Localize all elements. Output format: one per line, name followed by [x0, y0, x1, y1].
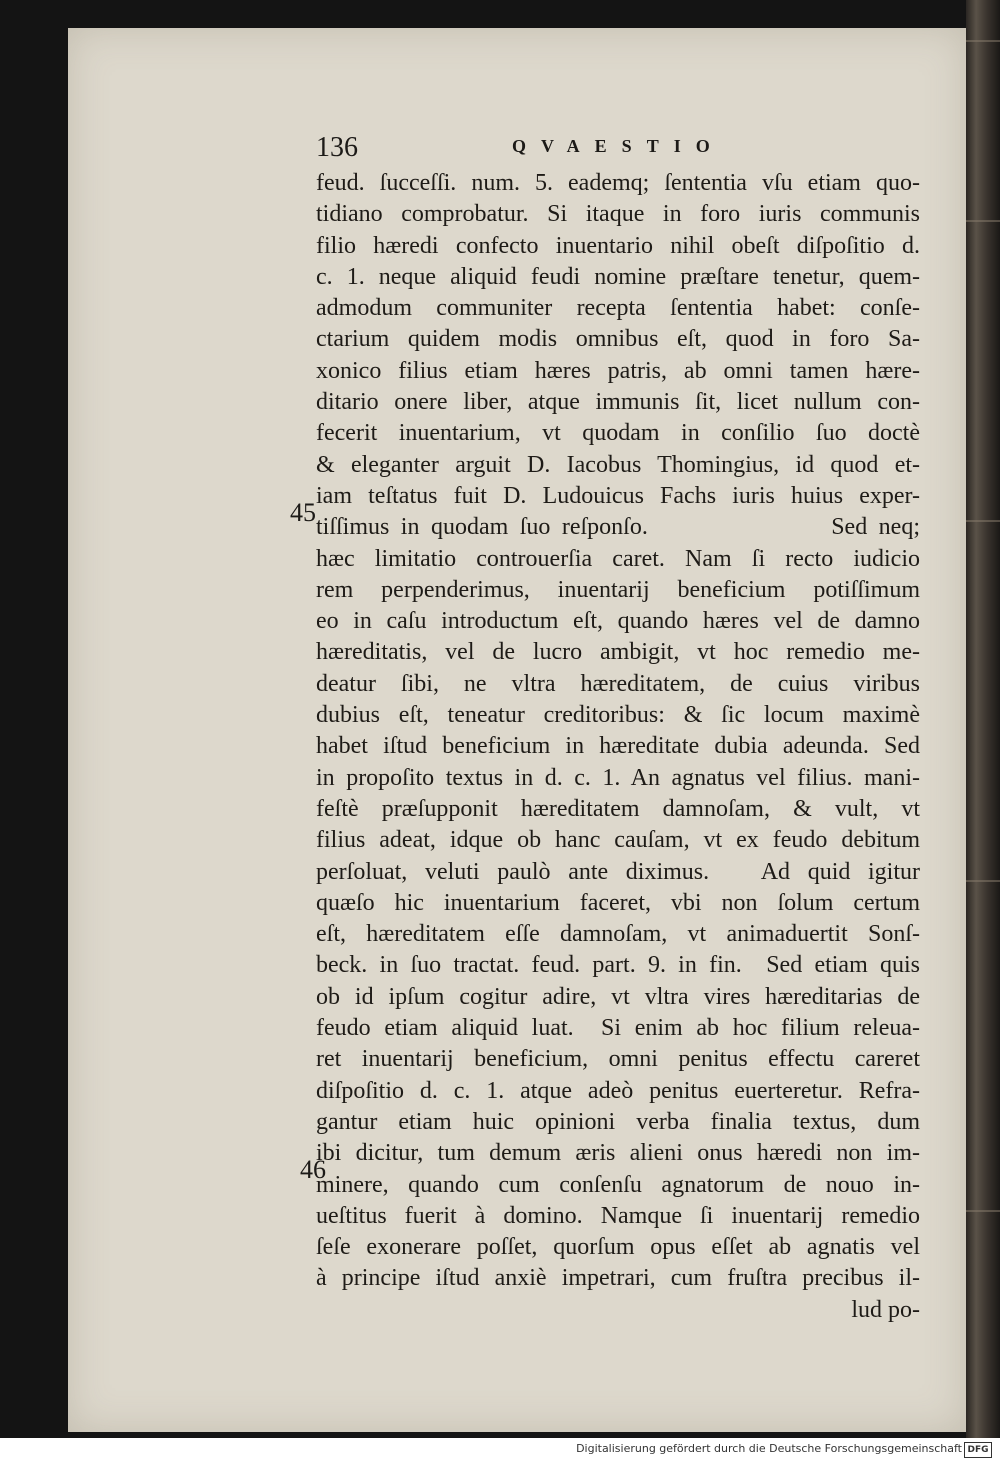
text-line: habet iſtud beneficium in hæreditate dubia adeunda. Sed [316, 733, 920, 760]
margin-number-46: 46 [300, 1155, 326, 1184]
text-line: feudo etiam aliquid luat. Si enim ab hoc filium releua- [316, 1015, 920, 1042]
text-line: c. 1. neque aliquid feudi nomine præſtare tenetur, quem- [316, 263, 920, 290]
margin-number-45: 45 [290, 498, 316, 527]
text-line: ueſtitus fuerit à domino. Namque ſi inuentarij remedio [316, 1202, 920, 1229]
page-number: 136 [316, 132, 358, 163]
text-line: & eleganter arguit D. Iacobus Thomingius, id quod et- [316, 451, 920, 478]
text-line: lud po- [851, 1296, 920, 1323]
page-header [316, 132, 936, 164]
footer-bar [0, 1438, 1000, 1462]
text-line: ſeſe exonerare poſſet, quorſum opus eſſet ab agnatis vel [316, 1234, 920, 1261]
text-line: tidiano comprobatur. Si itaque in foro iuris communis [316, 201, 920, 228]
body-text [316, 168, 920, 1326]
text-line: quæſo hic inuentarium faceret, vbi non ſolum certum [316, 889, 920, 916]
text-line: filio hæredi confecto inuentario nihil obeſt diſpoſitio d. [316, 232, 920, 259]
text-line: minere, quando cum conſenſu agnatorum de nouo in- [316, 1171, 920, 1198]
text-line: tiſſimus in quodam ſuo reſponſo. Sed neq; [316, 514, 920, 541]
text-line: admodum communiter recepta ſententia habet: conſe- [316, 295, 920, 322]
text-line: xonico filius etiam hæres patris, ab omni tamen hære- [316, 357, 920, 384]
text-line: gantur etiam huic opinioni verba finalia textus, dum [316, 1108, 920, 1135]
text-line: ob id ipſum cogitur adire, vt vltra vires hæreditarias de [316, 983, 920, 1010]
text-line: hæc limitatio controuerſia caret. Nam ſi recto iudicio [316, 545, 920, 572]
book-fore-edge [966, 0, 1000, 1438]
text-line: dubius eſt, teneatur creditoribus: & ſic locum maximè [316, 702, 920, 729]
running-head: QVAESTIO [512, 136, 725, 156]
text-line: à principe iſtud anxiè impetrari, cum fruſtra precibus il- [316, 1265, 920, 1292]
text-line: eo in caſu introductum eſt, quando hæres vel de damno [316, 608, 920, 635]
text-line: ibi dicitur, tum demum æris alieni onus hæredi non im- [316, 1140, 920, 1167]
text-line: ctarium quidem modis omnibus eſt, quod in foro Sa- [316, 326, 920, 353]
text-line: eſt, hæreditatem eſſe damnoſam, vt animaduertit Sonſ- [316, 921, 920, 948]
text-line: feſtè præſupponit hæreditatem damnoſam, & vult, vt [316, 795, 920, 822]
text-line: deatur ſibi, ne vltra hæreditatem, de cuius viribus [316, 670, 920, 697]
text-line: diſpoſitio d. c. 1. atque adeò penitus euerteretur. Refra- [316, 1077, 920, 1104]
text-line: filius adeat, idque ob hanc cauſam, vt ex feudo debitum [316, 827, 920, 854]
text-line: perſoluat, veluti paulò ante diximus. Ad quid igitur [316, 858, 920, 885]
text-line: in propoſito textus in d. c. 1. An agnatus vel filius. mani- [316, 764, 920, 791]
text-line: beck. in ſuo tractat. feud. part. 9. in fin. Sed etiam quis [316, 952, 920, 979]
text-line: ditario onere liber, atque immunis ſit, licet nullum con- [316, 389, 920, 416]
text-line: hæreditatis, vel de lucro ambigit, vt hoc remedio me- [316, 639, 920, 666]
footer-credit: Digitalisierung gefördert durch die Deutsche Forschungsgemeinschaft [576, 1442, 962, 1455]
text-line: iam teſtatus fuit D. Ludouicus Fachs iuris huius exper- [316, 482, 920, 509]
text-line: feud. ſucceſſi. num. 5. eademq; ſententia vſu etiam quo- [316, 170, 920, 196]
text-line: ret inuentarij beneficium, omni penitus effectu careret [316, 1046, 920, 1073]
text-line: rem perpenderimus, inuentarij beneficium potiſſimum [316, 576, 920, 603]
dfg-logo: DFG [964, 1442, 992, 1458]
text-line: fecerit inuentarium, vt quodam in conſilio ſuo doctè [316, 420, 920, 447]
